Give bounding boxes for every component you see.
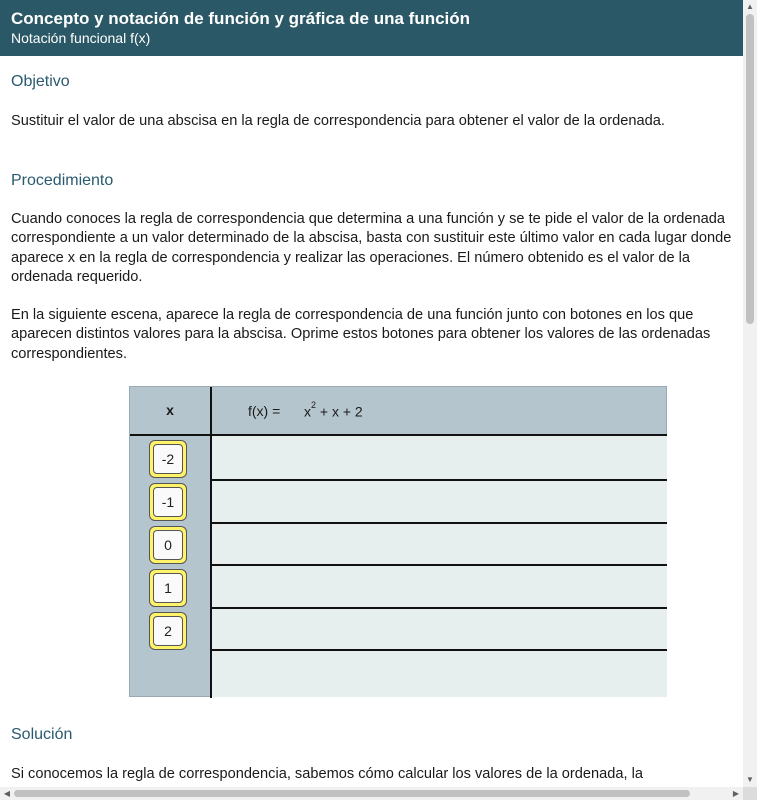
- expression-exponent: 2: [311, 400, 317, 410]
- scroll-down-icon[interactable]: ▼: [746, 775, 754, 784]
- x-value-button-neg2[interactable]: [149, 440, 187, 478]
- solucion-heading: Solución: [11, 726, 73, 743]
- function-label: f(x) =: [248, 403, 281, 419]
- page-title: Concepto y notación de función y gráfica de una función: [11, 9, 471, 28]
- scroll-up-icon[interactable]: ▲: [746, 2, 754, 11]
- main-content: [0, 56, 743, 787]
- horizontal-scroll-thumb[interactable]: [14, 790, 690, 797]
- page-header: [0, 0, 743, 56]
- procedimiento-heading: Procedimiento: [11, 172, 114, 189]
- objetivo-text: Sustituir el valor de una abscisa en la regla de correspondencia para obtener el valor de la ordenada.: [11, 113, 665, 129]
- function-expression: [304, 400, 363, 420]
- button-label: 2: [153, 616, 183, 646]
- row-divider: [212, 522, 667, 524]
- row-divider: [212, 607, 667, 609]
- row-divider: [212, 649, 667, 651]
- button-label: 0: [153, 530, 183, 560]
- procedimiento-paragraph-2: En la siguiente escena, aparece la regla de correspondencia de una función junto con botones en los que aparecen distintos valores para la abscisa. Oprime estos botones para obtener los valores de las ordenadas correspondientes.: [11, 307, 711, 362]
- x-value-button-2[interactable]: [149, 612, 187, 650]
- scroll-left-icon[interactable]: ◀: [3, 789, 11, 798]
- procedimiento-paragraph-1: Cuando conoces la regla de correspondencia que determina a una función y se te pide el valor de la ordenada correspondiente a un valor determinado de la abscisa, basta con sustituir este último valor en cada lugar donde aparece x en la regla de correspondencia y realizar las operaciones. El número obtenido es el valor de la ordenada requerido.: [11, 211, 732, 285]
- objetivo-heading: Objetivo: [11, 73, 70, 90]
- x-column-header: x: [166, 402, 174, 418]
- solucion-text: Si conocemos la regla de correspondencia, sabemos cómo calcular los valores de la ordenada, la: [11, 766, 643, 782]
- scroll-right-icon[interactable]: ▶: [732, 789, 740, 798]
- vertical-scrollbar[interactable]: [743, 0, 757, 787]
- x-value-button-0[interactable]: [149, 526, 187, 564]
- scrollbar-corner: [743, 787, 757, 800]
- button-label: -2: [153, 444, 183, 474]
- vertical-scroll-thumb[interactable]: [746, 14, 754, 324]
- button-label: -1: [153, 487, 183, 517]
- function-scene: [129, 386, 667, 697]
- expression-base: x: [304, 403, 311, 420]
- horizontal-scrollbar[interactable]: [0, 787, 743, 800]
- x-value-button-neg1[interactable]: [149, 483, 187, 521]
- button-label: 1: [153, 573, 183, 603]
- header-divider: [130, 434, 667, 436]
- row-divider: [212, 479, 667, 481]
- expression-rest: + x + 2: [319, 403, 363, 420]
- row-divider: [212, 564, 667, 566]
- x-value-button-1[interactable]: [149, 569, 187, 607]
- page-subtitle: Notación funcional f(x): [11, 30, 151, 46]
- results-area: [212, 435, 667, 697]
